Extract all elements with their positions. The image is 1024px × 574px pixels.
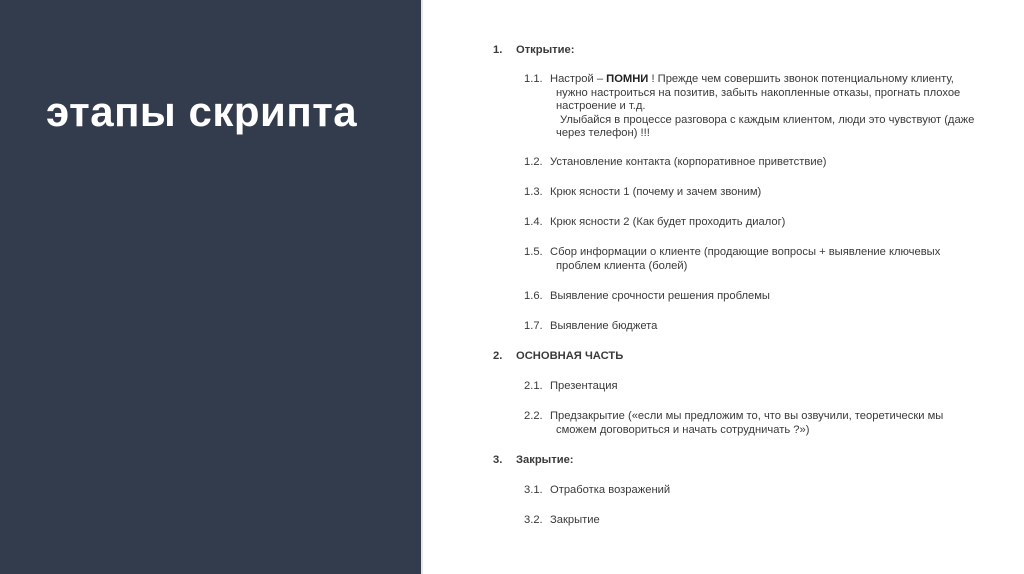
item-number: 1.2. bbox=[524, 156, 543, 168]
item-text bbox=[550, 73, 995, 141]
item-lead: Настрой – bbox=[550, 73, 607, 85]
item-line: Сбор информации о клиенте (продающие вопросы + выявление ключевых bbox=[550, 246, 941, 258]
title-panel bbox=[0, 0, 421, 574]
section-number: 3. bbox=[493, 454, 503, 466]
slide-title: этапы скрипта bbox=[46, 88, 358, 135]
item-line: настроение и т.д. bbox=[556, 100, 646, 112]
item-text: Установление контакта (корпоративное приветствие) bbox=[550, 156, 827, 168]
item-line: ! Прежде чем совершить звонок потенциальному клиенту, bbox=[648, 73, 954, 85]
item-number: 2.1. bbox=[524, 380, 543, 392]
emphasis-text: ПОМНИ bbox=[606, 73, 649, 85]
item-number: 1.4. bbox=[524, 216, 543, 228]
item-number: 1.6. bbox=[524, 290, 543, 302]
item-number: 3.2. bbox=[524, 514, 543, 526]
item-line: Улыбайся в процессе разговора с каждым клиентом, люди это чувствуют (даже bbox=[560, 113, 975, 126]
item-text: Крюк ясности 2 (Как будет проходить диалог) bbox=[550, 216, 786, 228]
item-number: 2.2. bbox=[524, 410, 543, 422]
item-number: 1.3. bbox=[524, 186, 543, 198]
item-text: Презентация bbox=[550, 380, 618, 392]
section-title: Закрытие: bbox=[516, 454, 574, 466]
item-text bbox=[550, 410, 995, 437]
item-number: 1.7. bbox=[524, 320, 543, 332]
item-number: 1.5. bbox=[524, 246, 543, 258]
item-text: Выявление срочности решения проблемы bbox=[550, 290, 770, 302]
item-text: Выявление бюджета bbox=[550, 320, 658, 332]
item-text: Отработка возражений bbox=[550, 484, 671, 496]
item-line: нужно настроиться на позитив, забыть накопленные отказы, прогнать плохое bbox=[556, 86, 961, 99]
item-line: сможем договориться и начать сотрудничать ?») bbox=[556, 423, 810, 436]
item-line: Предзакрытие («если мы предложим то, что вы озвучили, теоретически мы bbox=[550, 410, 944, 422]
item-number: 3.1. bbox=[524, 484, 543, 496]
section-title: Открытие: bbox=[516, 44, 575, 56]
item-text: Закрытие bbox=[550, 514, 600, 526]
item-number: 1.1. bbox=[524, 73, 543, 85]
item-line: проблем клиента (болей) bbox=[556, 259, 688, 272]
item-line: через телефон) !!! bbox=[556, 127, 650, 139]
item-text: Крюк ясности 1 (почему и зачем звоним) bbox=[550, 186, 762, 198]
section-title: ОСНОВНАЯ ЧАСТЬ bbox=[516, 350, 624, 362]
section-number: 1. bbox=[493, 44, 503, 56]
section-number: 2. bbox=[493, 350, 503, 362]
item-text bbox=[550, 246, 995, 273]
panel-divider bbox=[421, 0, 423, 574]
